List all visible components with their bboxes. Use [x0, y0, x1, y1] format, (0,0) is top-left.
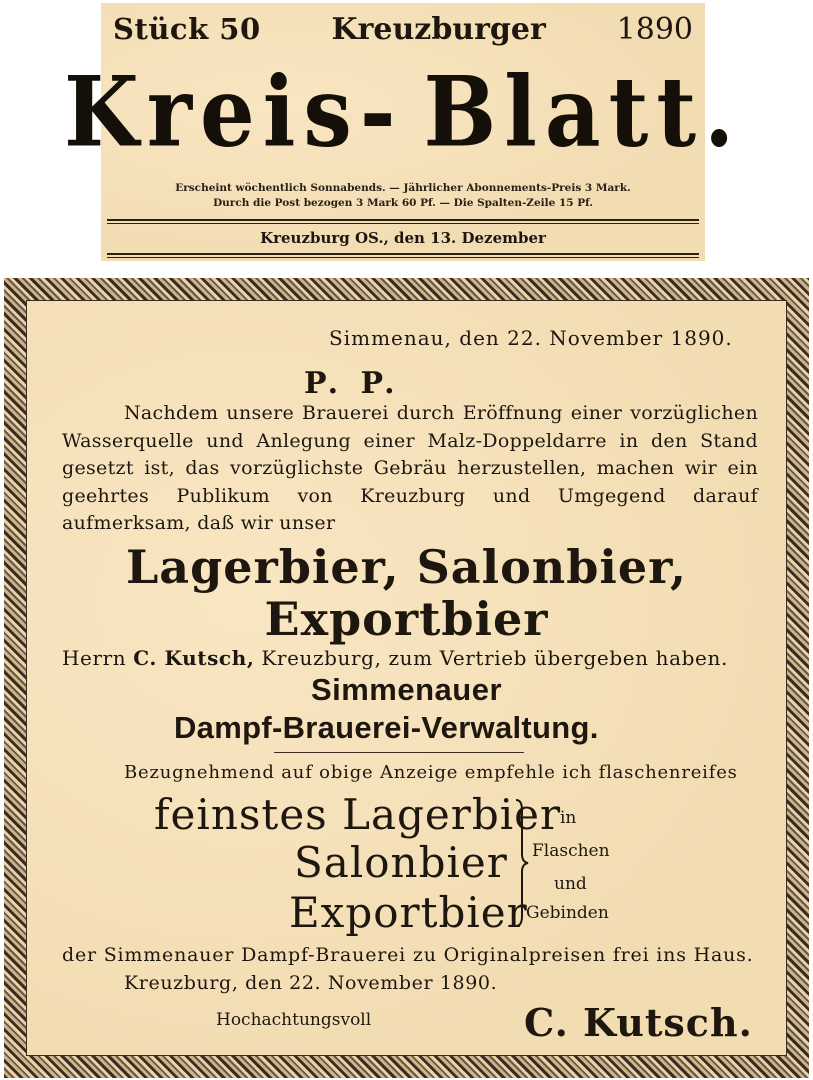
body-paragraph — [62, 400, 758, 538]
signature: C. Kutsch. — [524, 1000, 753, 1045]
packaging-word: Gebinden — [526, 903, 609, 923]
beer-list-item: Exportbier — [289, 888, 528, 937]
title-left: Kreis- — [63, 55, 404, 169]
beer-advertisement — [4, 278, 809, 1078]
beer-list-item: Salonbier — [294, 838, 508, 887]
masthead-top-row — [113, 9, 693, 49]
newspaper-masthead — [63, 3, 743, 261]
beers-headline-2: Exportbier — [264, 592, 549, 646]
issue-number: Stück 50 — [113, 12, 261, 46]
title-right: Blatt. — [423, 55, 743, 169]
masthead-rule — [107, 223, 699, 224]
masthead-rule — [107, 219, 699, 221]
separator-rule — [274, 752, 524, 753]
beer-list-item: feinstes Lagerbier — [154, 790, 562, 839]
packaging-word: Flaschen — [532, 841, 610, 861]
issue-date: Kreuzburg OS., den 13. Dezember — [260, 229, 546, 247]
herrn-suffix: Kreuzburg, zum Vertrieb übergeben haben. — [261, 646, 728, 670]
masthead-title — [63, 53, 743, 173]
masthead-rule — [107, 257, 699, 258]
subscription-info — [101, 181, 705, 211]
body-text: Nachdem unsere Brauerei durch Eröffnung einer vorzüglichen Wasserquelle und Anlegung einer Malz-Doppeldarre in den Stand gesetzt ist, das vorzüglichste Gebräu herzustellen, machen wir ein geehrtes Publikum von Kreuzburg und Umgegend darauf aufmerksam, daß wir unser — [62, 402, 758, 534]
distributor-line — [62, 646, 728, 670]
info-line-1: Erscheint wöchentlich Sonnabends. — Jährlicher Abonnements-Preis 3 Mark. — [175, 182, 631, 194]
beers-headline-1: Lagerbier, Salonbier, — [125, 540, 688, 594]
brewery-name-1: Simmenauer — [310, 672, 503, 707]
packaging-word: in — [560, 808, 577, 828]
final-line: der Simmenauer Dampf-Brauerei zu Originalpreisen frei ins Haus. — [62, 944, 754, 966]
closing: Hochachtungsvoll — [216, 1010, 372, 1030]
reference-line: Bezugnehmend auf obige Anzeige empfehle ich flaschenreifes — [124, 762, 738, 783]
salutation: P. P. — [304, 366, 401, 401]
masthead-year: 1890 — [616, 11, 693, 47]
brewery-name-2: Dampf-Brauerei-Verwaltung. — [174, 710, 599, 745]
masthead-town: Kreuzburger — [331, 11, 546, 47]
info-line-2: Durch die Post bezogen 3 Mark 60 Pf. — Die Spalten-Zeile 15 Pf. — [213, 197, 593, 209]
masthead-rule — [107, 253, 699, 255]
place-date: Simmenau, den 22. November 1890. — [329, 326, 733, 350]
kreuzburg-date: Kreuzburg, den 22. November 1890. — [124, 972, 498, 994]
packaging-word: und — [554, 874, 587, 894]
distributor-name: C. Kutsch, — [133, 646, 255, 670]
herrn-prefix: Herrn — [62, 646, 127, 670]
